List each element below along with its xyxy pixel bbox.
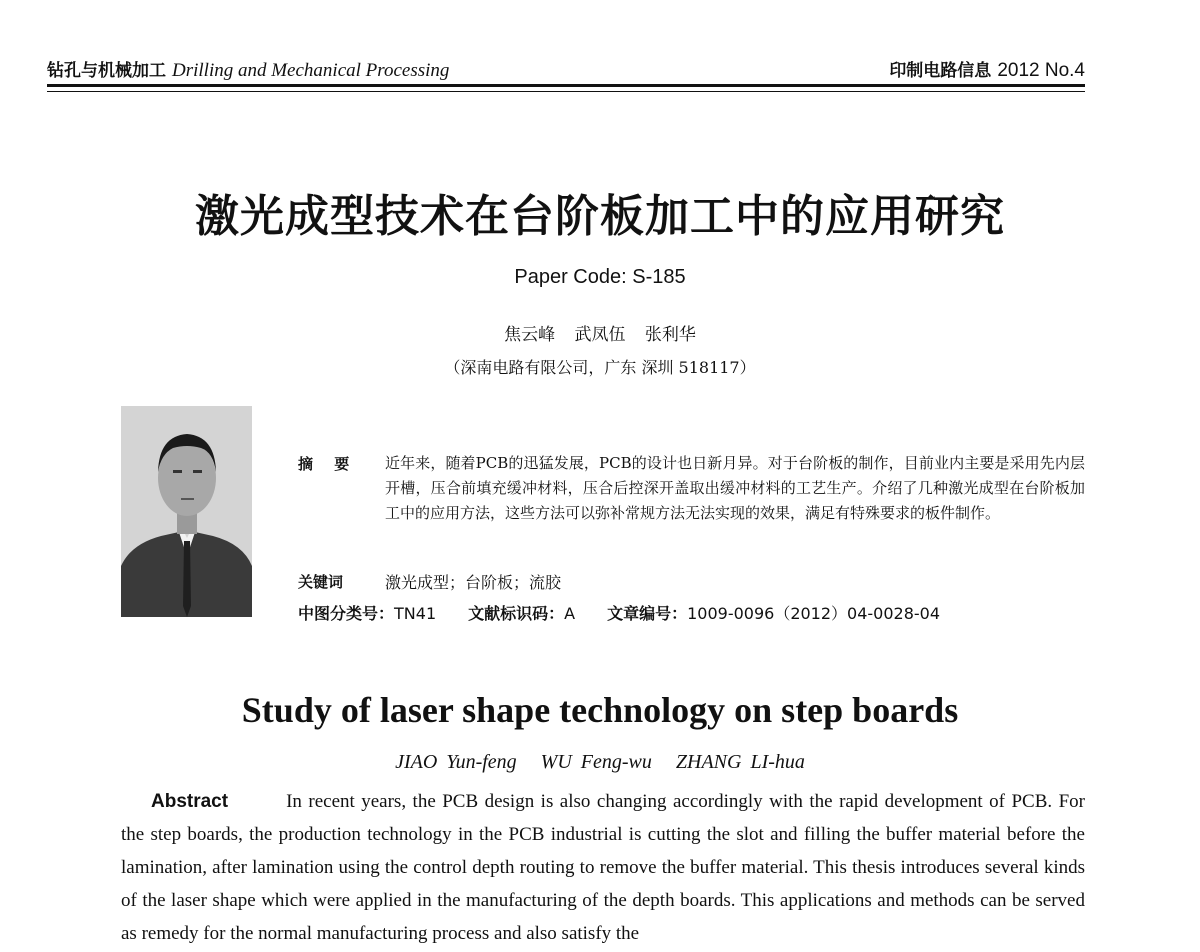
paper-code: Paper Code: S-185: [514, 266, 686, 288]
header-rule-thick: [47, 84, 1085, 87]
abstract-en-text: In recent years, the PCB design is also changing accordingly with the rapid development of PCB. For the step boards, the production technology in the PCB industrial is cutting the slot and filling the buffer material before the lamination, after lamination using the control depth routing to remove the buffer material. This thesis introduces several kinds of the laser shape which were applied in the manufacturing of the depth boards. This applications and methods can be served as remedy for the normal manufacturing process and also satisfy the: [121, 791, 1085, 944]
paper-title-en: Study of laser shape technology on step boards: [241, 690, 959, 730]
author-en: ZHANG LI-hua: [675, 751, 805, 773]
article-no-label: 文章编号：: [607, 604, 688, 623]
running-header-journal: [889, 56, 1085, 82]
article-no-value: 1009-0096（2012）04-0028-04: [687, 604, 941, 623]
abstract-cn-label: 摘 要: [298, 455, 358, 473]
section-title-en: Drilling and Mechanical Processing: [172, 60, 450, 81]
authors-en: [0, 751, 1200, 774]
doc-code-label: 文献标识码：: [468, 604, 565, 623]
author-photo-portrait: [121, 406, 252, 617]
affiliation-cn: （深南电路有限公司，广东 深圳 518117）: [444, 358, 756, 377]
author-en: JIAO Yun-feng: [395, 751, 517, 773]
doc-code-value: A: [564, 604, 576, 623]
abstract-cn-text: 近年来，随着PCB的迅猛发展，PCB的设计也日新月异。对于台阶板的制作，目前业内主要是采用先内层开槽，压合前填充缓冲材料，压合后控深开盖取出缓冲材料的工艺生产。介绍了几种激光成型在台阶板加工中的应用方法，这些方法可以弥补常规方法无法实现的效果，满足有特殊要求的板件制作。: [385, 454, 1085, 522]
authors-cn: 焦云峰 武凤伍 张利华: [504, 325, 696, 345]
clc-value: TN41: [394, 604, 437, 623]
keywords-text: 激光成型；台阶板；流胶: [385, 573, 562, 592]
abstract-en-label: Abstract: [151, 791, 229, 812]
section-title-cn: 钻孔与机械加工: [47, 61, 166, 81]
clc-label: 中图分类号：: [298, 604, 395, 623]
paper-title-cn: 激光成型技术在台阶板加工中的应用研究: [195, 191, 1005, 242]
classification-row: [298, 601, 940, 624]
author-photo: [121, 406, 252, 617]
abstract-en: [121, 785, 1085, 950]
keywords-label: 关键词: [298, 573, 344, 591]
header-rule-thin: [47, 91, 1085, 92]
journal-issue: 2012 No.4: [997, 60, 1085, 81]
author-en: WU Feng-wu: [540, 751, 652, 773]
running-header-section: [47, 56, 449, 82]
journal-name: 印制电路信息: [889, 61, 992, 81]
